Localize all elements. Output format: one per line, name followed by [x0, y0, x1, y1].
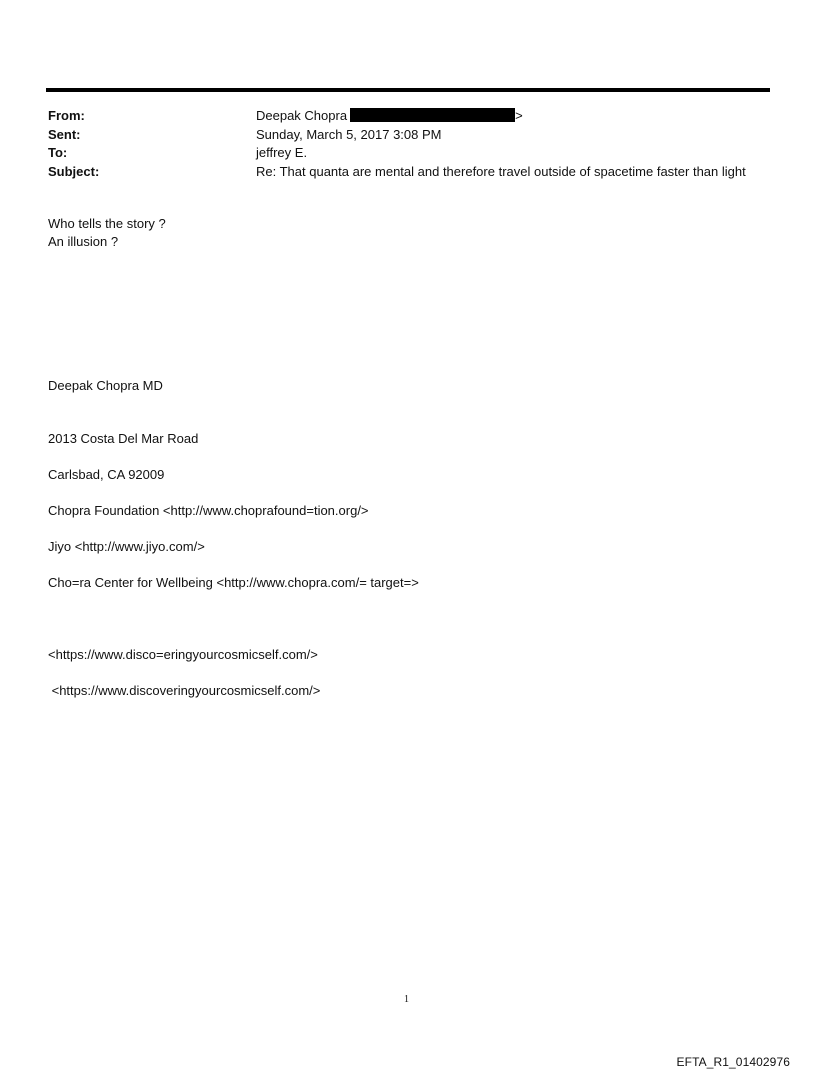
from-value-wrap	[256, 107, 788, 126]
from-row	[48, 107, 788, 126]
to-label: To:	[48, 145, 68, 160]
cosmic-self-link[interactable]: <https://www.discoveringyourcosmicself.com/>	[48, 683, 321, 698]
to-row	[48, 144, 788, 163]
jiyo-link[interactable]: Jiyo <http://www.jiyo.com/>	[48, 539, 205, 554]
cosmic-self-link-garbled[interactable]: <https://www.disco=eringyourcosmicself.com/>	[48, 647, 318, 662]
from-value: Deepak Chopra	[256, 108, 348, 123]
redaction-bar	[350, 108, 515, 122]
header-divider	[46, 88, 770, 92]
sent-row	[48, 126, 788, 145]
chopra-foundation-link[interactable]: Chopra Foundation <http://www.choprafound=tion.org/>	[48, 503, 369, 518]
signature-name: Deepak Chopra MD	[48, 378, 163, 393]
email-header	[48, 107, 788, 181]
page-number: 1	[404, 994, 409, 1005]
from-label: From:	[48, 108, 85, 123]
subject-row	[48, 163, 788, 182]
message-body	[48, 215, 166, 251]
subject-value: Re: That quanta are mental and therefore travel outside of spacetime faster than light	[256, 163, 746, 179]
signature-address-street: 2013 Costa Del Mar Road	[48, 431, 199, 446]
to-value: jeffrey E.	[256, 145, 308, 160]
body-line: An illusion ?	[48, 234, 119, 249]
sent-label: Sent:	[48, 126, 81, 142]
document-id: EFTA_R1_01402976	[676, 1055, 790, 1069]
signature-address-city: Carlsbad, CA 92009	[48, 467, 165, 482]
chopra-center-link[interactable]: Cho=ra Center for Wellbeing <http://www.chopra.com/= target=>	[48, 575, 419, 590]
subject-label: Subject:	[48, 163, 100, 179]
from-suffix: >	[515, 108, 523, 123]
sent-value: Sunday, March 5, 2017 3:08 PM	[256, 126, 442, 142]
body-line: Who tells the story ?	[48, 216, 166, 231]
